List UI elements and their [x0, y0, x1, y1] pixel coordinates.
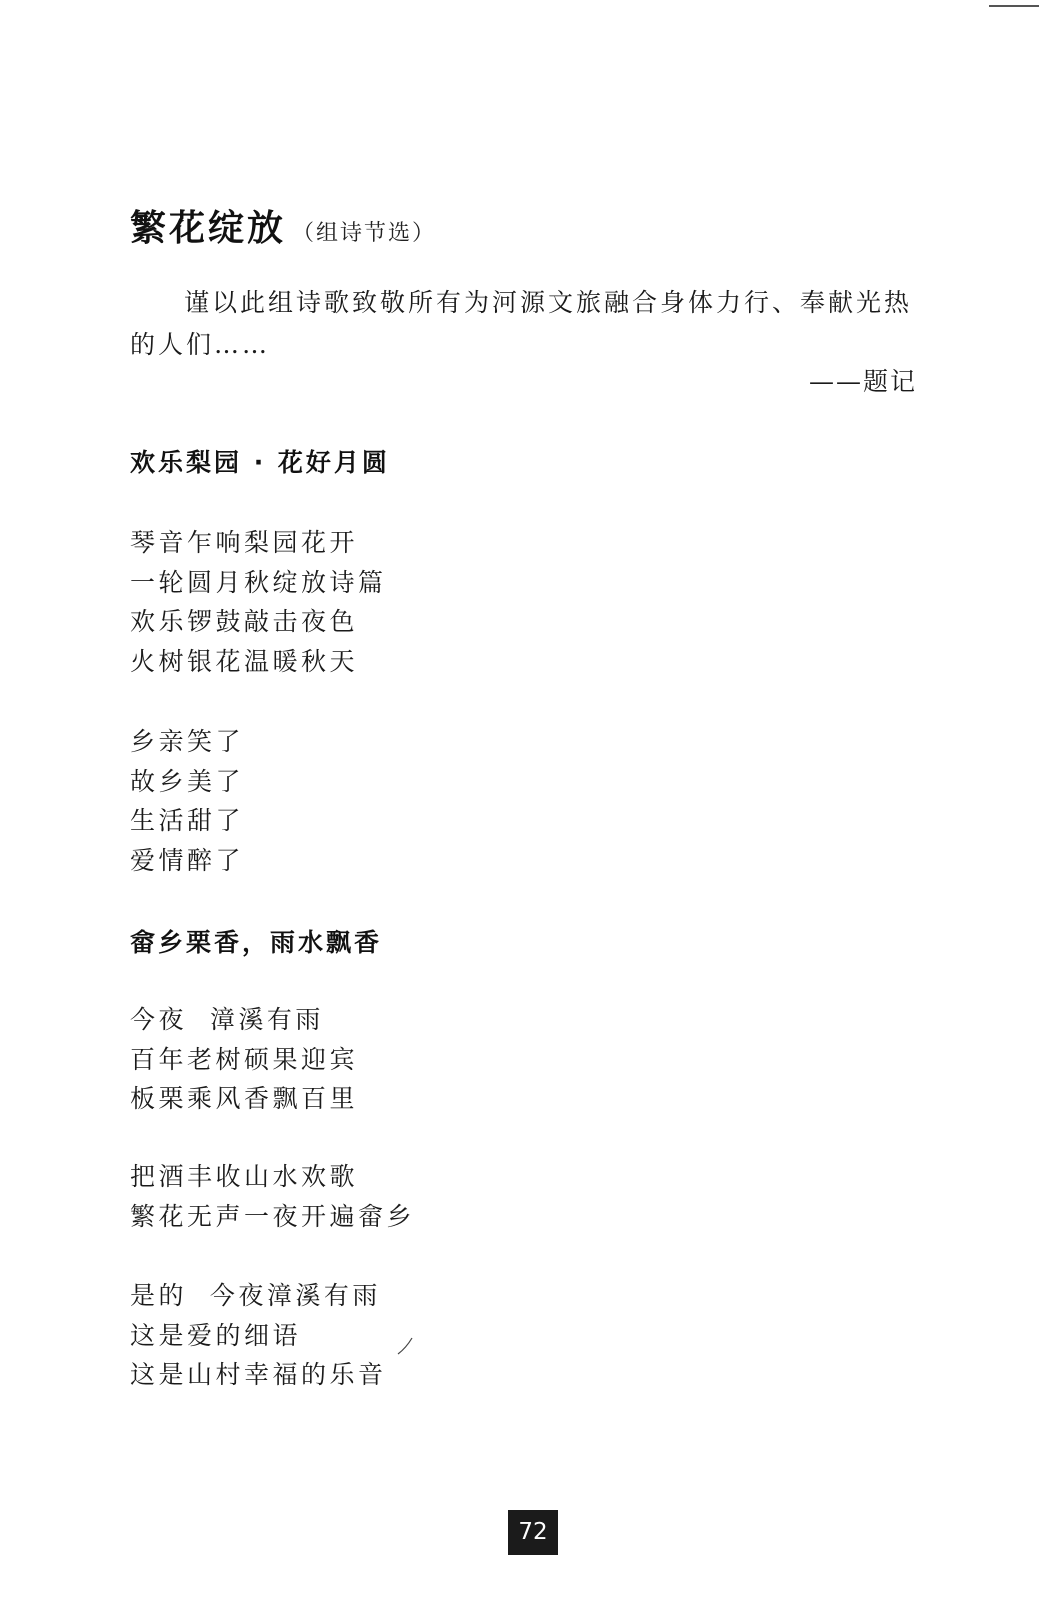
stanza-1-1: [130, 523, 387, 681]
poem-line: 乡亲笑了: [130, 727, 245, 756]
poem-line: 这是爱的细语: [130, 1320, 302, 1350]
title-subtitle: （组诗节选）: [292, 221, 437, 246]
poem-line: 火树银花温暖秋天: [130, 646, 359, 676]
scan-edge-mark: [989, 5, 1039, 7]
title-main: 繁花绽放: [130, 208, 287, 249]
poem-line: 一轮圆月秋绽放诗篇: [130, 567, 387, 597]
poem-line: 爱情醉了: [130, 845, 245, 875]
poem-line: 繁花无声一夜开遍畲乡: [130, 1201, 416, 1231]
poem-line: 欢乐锣鼓敲击夜色: [130, 607, 359, 636]
poem-line: 生活甜了: [130, 806, 245, 835]
poem-line: 这是山村幸福的乐音: [130, 1360, 387, 1389]
poem-line: 今夜 漳溪有雨: [130, 1005, 324, 1034]
page-number: 72: [508, 1510, 558, 1555]
poem-line: 故乡美了: [130, 766, 245, 796]
stanza-1-2: [130, 722, 244, 880]
poem-line: 板栗乘风香飘百里: [130, 1084, 359, 1113]
dedication-text: 谨以此组诗歌致敬所有为河源文旅融合身体力行、奉献光热的人们……: [130, 288, 913, 359]
dedication-signature: ——题记: [808, 367, 917, 396]
poem-line: 百年老树硕果迎宾: [130, 1044, 359, 1074]
poem-title: [130, 200, 436, 251]
stanza-2-1: [130, 1000, 358, 1119]
stanza-2-2: [130, 1157, 415, 1236]
section-heading-2: 畲乡栗香，雨水飘香: [130, 928, 383, 957]
poem-line: 把酒丰收山水欢歌: [130, 1162, 359, 1191]
poem-line: 琴音乍响梨园花开: [130, 528, 359, 557]
section-heading-1: 欢乐梨园 · 花好月圆: [130, 448, 390, 477]
stanza-2-3: [130, 1276, 387, 1395]
pen-stroke-mark: [396, 1336, 416, 1358]
poem-line: 是的 今夜漳溪有雨: [130, 1281, 381, 1310]
